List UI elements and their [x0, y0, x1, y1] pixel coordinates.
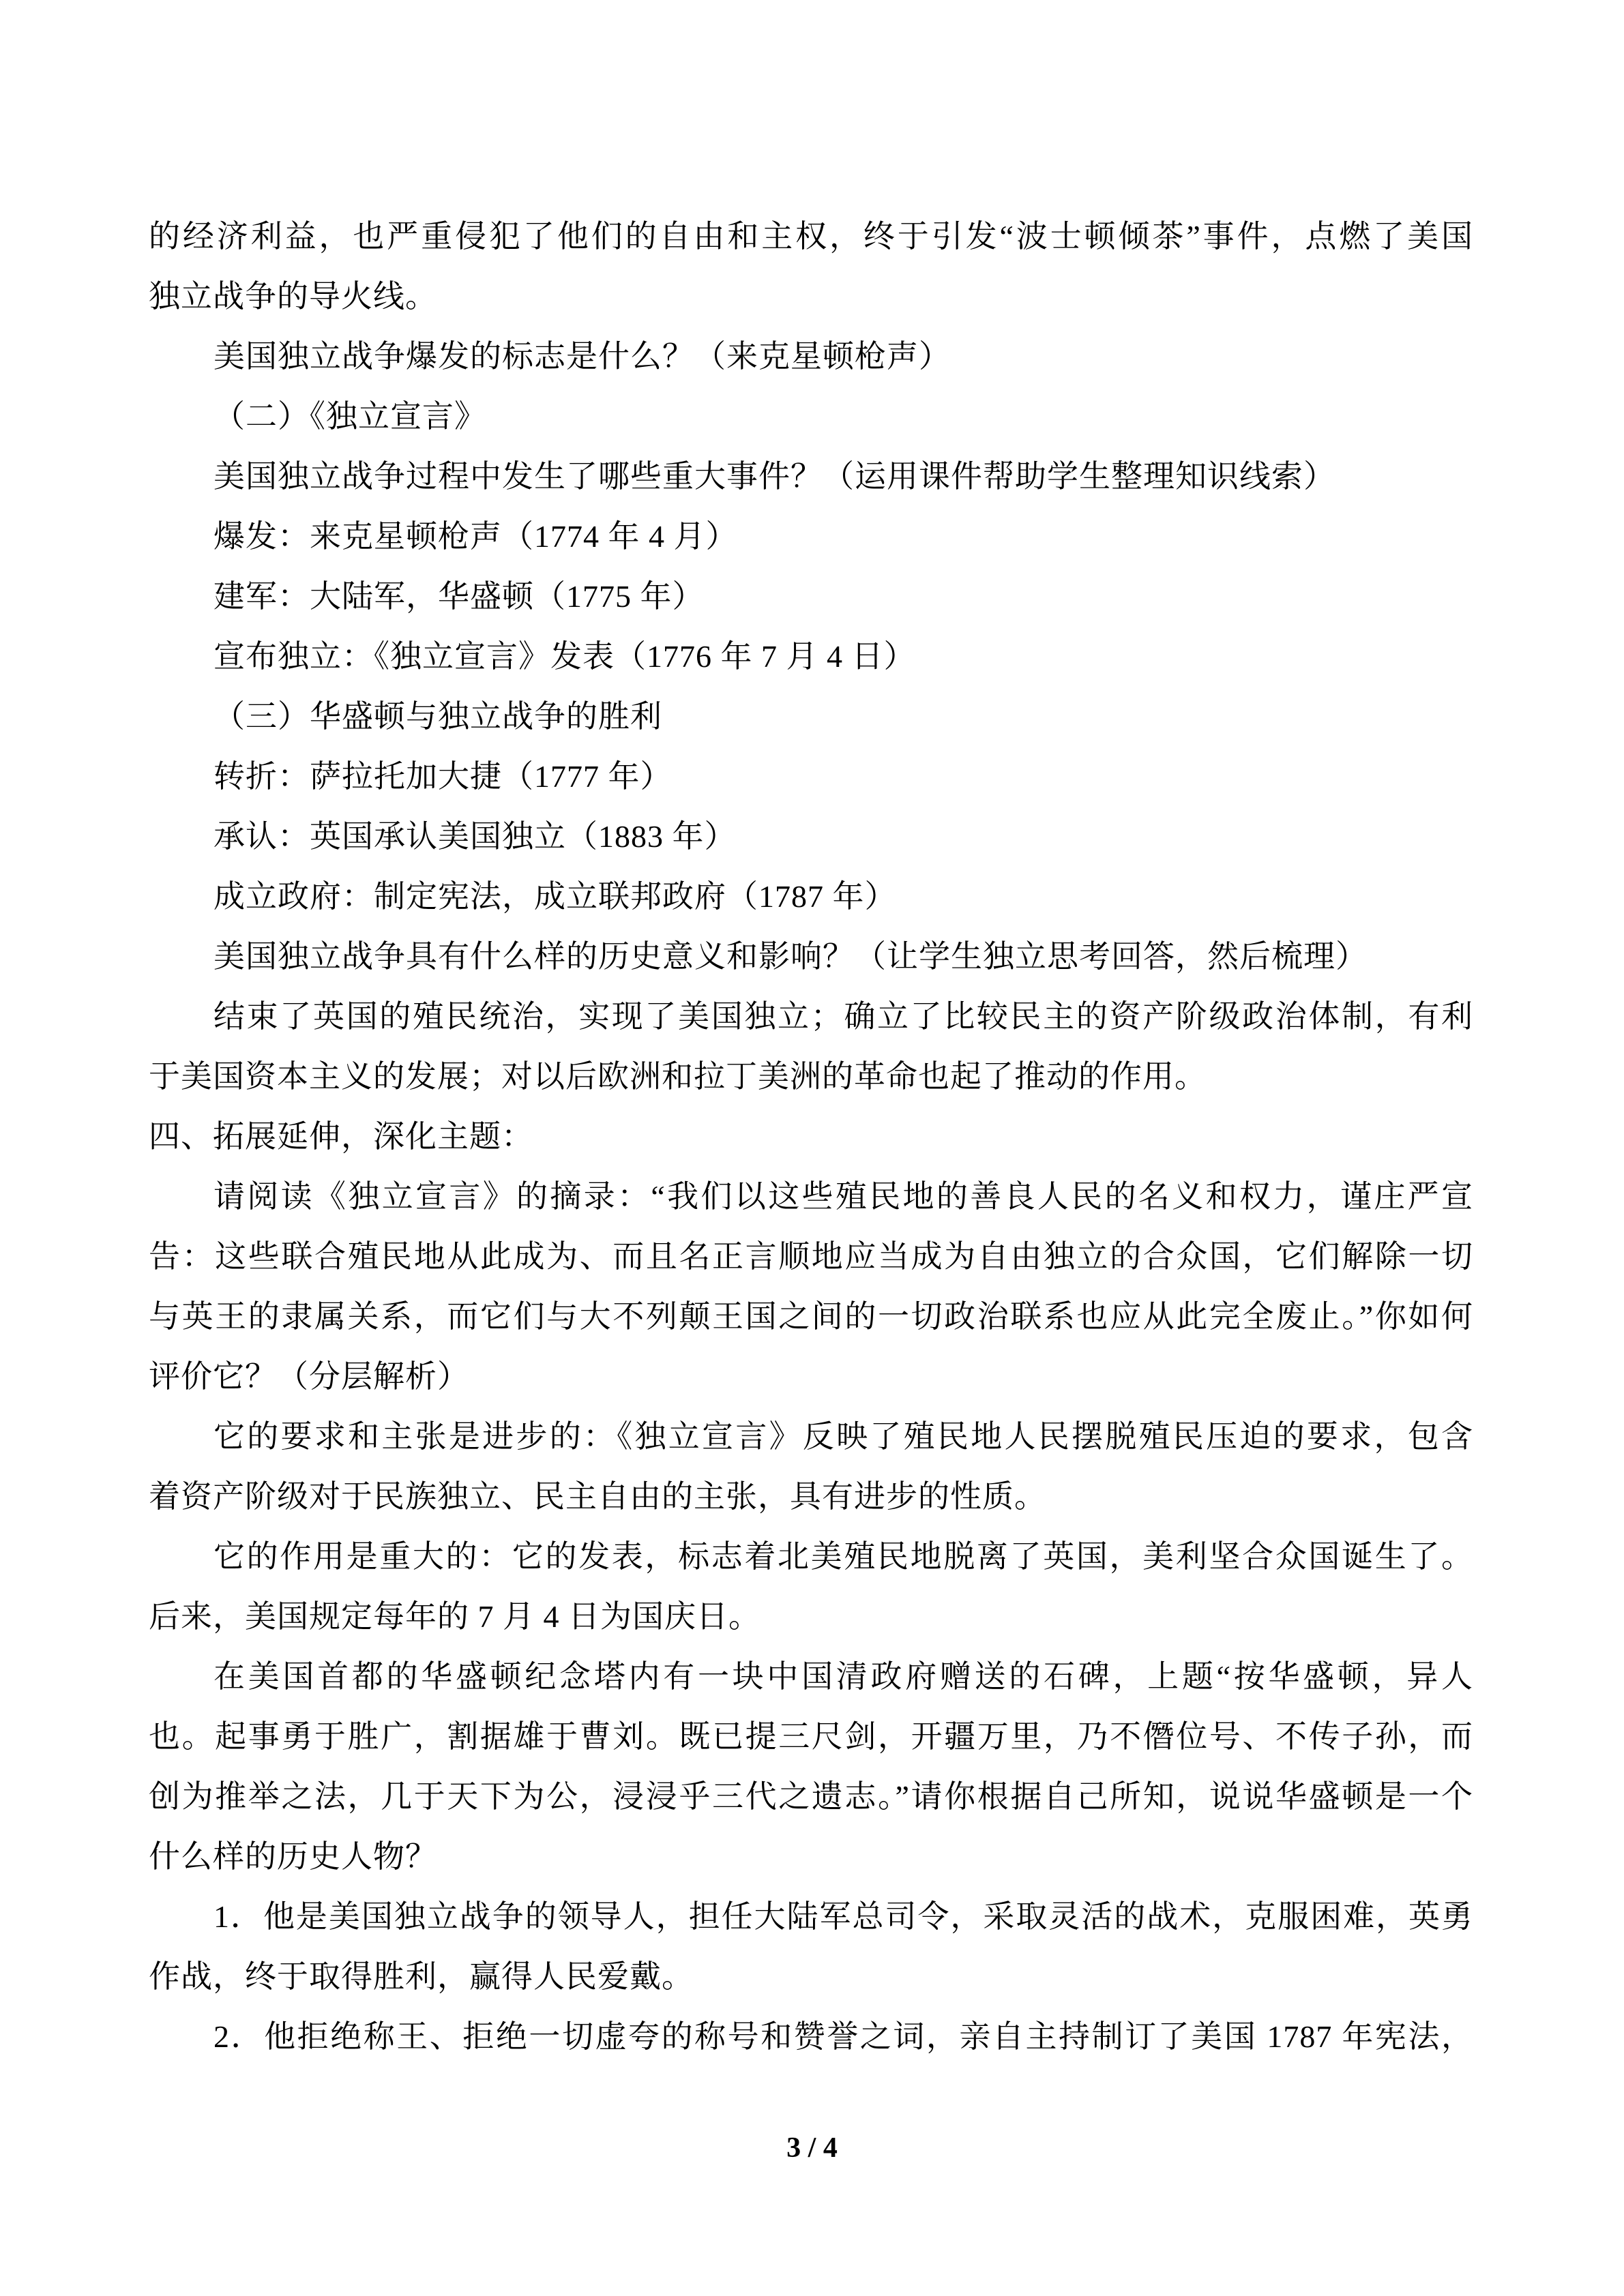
- text-line: （二）《独立宣言》: [213, 399, 486, 434]
- text-line: 着资产阶级对于民族独立、民主自由的主张，具有进步的性质。: [149, 1479, 1046, 1514]
- text-line: 独立战争的导火线。: [149, 279, 437, 314]
- text-line: 在美国首都的华盛顿纪念塔内有一块中国清政府赠送的石碑，上题“按华盛顿，异人: [213, 1659, 1473, 1694]
- text-line: 美国独立战争具有什么样的历史意义和影响？（让学生独立思考回答，然后梳理）: [213, 939, 1368, 974]
- text-line: 于美国资本主义的发展；对以后欧洲和拉丁美洲的革命也起了推动的作用。: [149, 1059, 1207, 1094]
- document-body: [149, 207, 1473, 2067]
- text-line: 1．他是美国独立战争的领导人，担任大陆军总司令，采取灵活的战术，克服困难，英勇: [213, 1899, 1473, 1934]
- text-line: 什么样的历史人物？: [149, 1839, 437, 1874]
- text-line: 评价它？（分层解析）: [149, 1359, 469, 1394]
- text-line: 建军：大陆军，华盛顿（1775 年）: [213, 579, 705, 614]
- text-line: 宣布独立：《独立宣言》发表（1776 年 7 月 4 日）: [213, 639, 916, 674]
- text-line: 2．他拒绝称王、拒绝一切虚夸的称号和赞誉之词，亲自主持制订了美国 1787 年宪法，: [213, 2019, 1473, 2054]
- text-line: 请阅读《独立宣言》的摘录：“我们以这些殖民地的善良人民的名义和权力，谨庄严宣: [213, 1179, 1473, 1214]
- text-line: 后来，美国规定每年的 7 月 4 日为国庆日。: [149, 1599, 761, 1634]
- text-line: 它的要求和主张是进步的：《独立宣言》反映了殖民地人民摆脱殖民压迫的要求，包含: [213, 1419, 1473, 1454]
- text-line: 美国独立战争过程中发生了哪些重大事件？（运用课件帮助学生整理知识线索）: [213, 459, 1335, 494]
- text-line: （三）华盛顿与独立战争的胜利: [213, 699, 662, 734]
- text-line: 四、拓展延伸，深化主题：: [149, 1119, 533, 1154]
- text-line: 的经济利益，也严重侵犯了他们的自由和主权，终于引发“波士顿倾茶”事件，点燃了美国: [149, 219, 1473, 254]
- page-number: 3 / 4: [786, 2132, 838, 2164]
- text-line: 作战，终于取得胜利，赢得人民爱戴。: [149, 1959, 694, 1994]
- text-line: 美国独立战争爆发的标志是什么？（来克星顿枪声）: [213, 339, 951, 374]
- text-line: 与英王的隶属关系，而它们与大不列颠王国之间的一切政治联系也应从此完全废止。”你如何: [149, 1299, 1473, 1334]
- text-line: 转折：萨拉托加大捷（1777 年）: [213, 759, 673, 794]
- text-line: 创为推举之法，几于天下为公，浸浸乎三代之遗志。”请你根据自己所知，说说华盛顿是一个: [149, 1779, 1473, 1814]
- text-line: 承认：英国承认美国独立（1883 年）: [213, 819, 737, 854]
- text-line: 告：这些联合殖民地从此成为、而且名正言顺地应当成为自由独立的合众国，它们解除一切: [149, 1239, 1473, 1274]
- text-line: 结束了英国的殖民统治，实现了美国独立；确立了比较民主的资产阶级政治体制，有利: [213, 999, 1473, 1034]
- text-line: 也。起事勇于胜广，割据雄于曹刘。既已提三尺剑，开疆万里，乃不僭位号、不传子孙，而: [149, 1719, 1473, 1754]
- text-line: 爆发：来克星顿枪声（1774 年 4 月）: [213, 519, 738, 554]
- text-line: 它的作用是重大的：它的发表，标志着北美殖民地脱离了英国，美利坚合众国诞生了。: [213, 1539, 1473, 1574]
- text-line: 成立政府：制定宪法，成立联邦政府（1787 年）: [213, 879, 897, 914]
